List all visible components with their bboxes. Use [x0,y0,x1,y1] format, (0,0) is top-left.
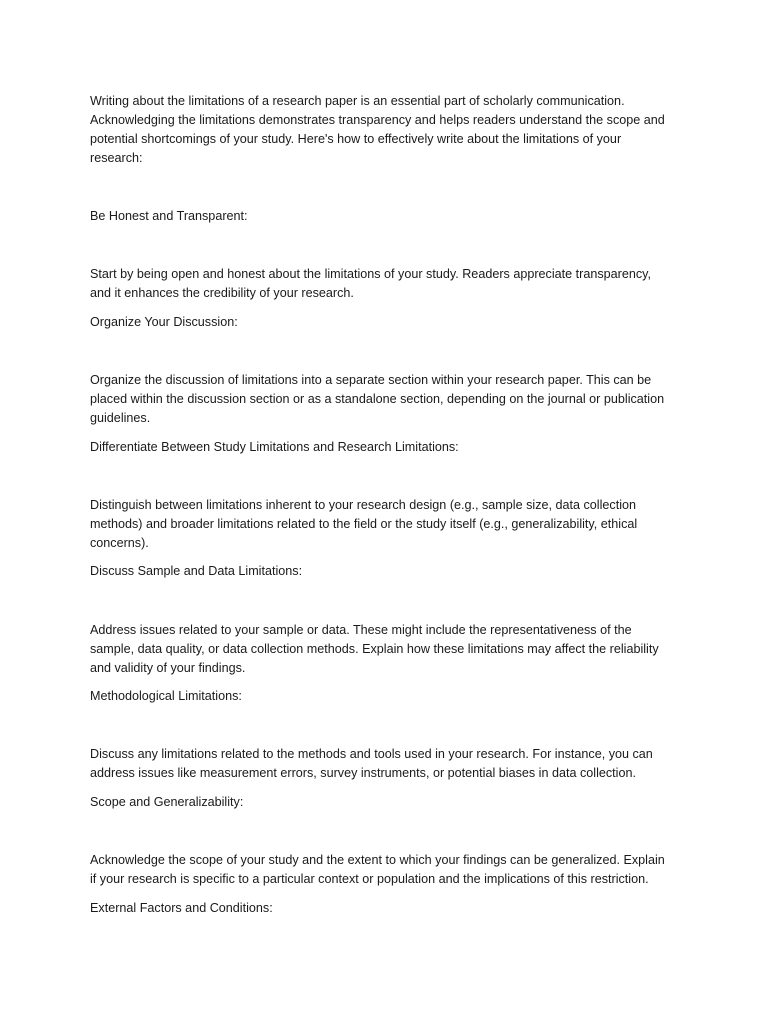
section-heading-text: Scope and Generalizability: [90,795,244,809]
section-body [90,851,680,889]
section-heading-text: Methodological Limitations: [90,689,242,703]
section-heading [90,687,680,706]
section-heading [90,438,680,457]
section-body [90,496,680,553]
body-line: Distinguish between limitations inherent to your research design (e.g., sample size, data collection [90,498,637,512]
body-line: and validity of your findings. [90,661,246,675]
body-line: Organize the discussion of limitations into a separate section within your research paper. This can be [90,373,652,387]
section-heading-text: Be Honest and Transparent: [90,209,248,223]
body-line: Discuss any limitations related to the methods and tools used in your research. For instance, you can [90,747,653,761]
section-heading [90,313,680,332]
body-line: concerns). [90,536,149,550]
section-heading-text: External Factors and Conditions: [90,901,273,915]
section-heading [90,207,680,226]
body-line: Address issues related to your sample or data. These might include the representativeness of the [90,623,632,637]
section-body [90,371,680,428]
body-line: Start by being open and honest about the limitations of your study. Readers appreciate transparency, [90,267,651,281]
body-line: methods) and broader limitations related to the field or the study itself (e.g., generalizability, ethical [90,517,638,531]
section-heading [90,562,680,581]
section-heading-text: Discuss Sample and Data Limitations: [90,564,303,578]
section-body [90,745,680,783]
section-body [90,621,680,678]
section-heading [90,899,680,918]
section-heading [90,793,680,812]
intro-line: research: [90,151,143,165]
intro-paragraph [90,92,680,168]
intro-line: Writing about the limitations of a research paper is an essential part of scholarly communication. [90,94,625,108]
body-line: sample, data quality, or data collection methods. Explain how these limitations may affect the reliability [90,642,659,656]
body-line: guidelines. [90,411,151,425]
body-line: Acknowledge the scope of your study and the extent to which your findings can be generalized. Explain [90,853,665,867]
section-body [90,265,680,303]
body-line: placed within the discussion section or as a standalone section, depending on the journal or publication [90,392,665,406]
body-line: and it enhances the credibility of your research. [90,286,354,300]
intro-line: potential shortcomings of your study. Here's how to effectively write about the limitations of your [90,132,622,146]
body-line: if your research is specific to a particular context or population and the implications of this restriction. [90,872,649,886]
body-line: address issues like measurement errors, survey instruments, or potential biases in data collection. [90,766,636,780]
section-heading-text: Organize Your Discussion: [90,315,238,329]
intro-line: Acknowledging the limitations demonstrates transparency and helps readers understand the scope and [90,113,665,127]
section-heading-text: Differentiate Between Study Limitations and Research Limitations: [90,440,459,454]
